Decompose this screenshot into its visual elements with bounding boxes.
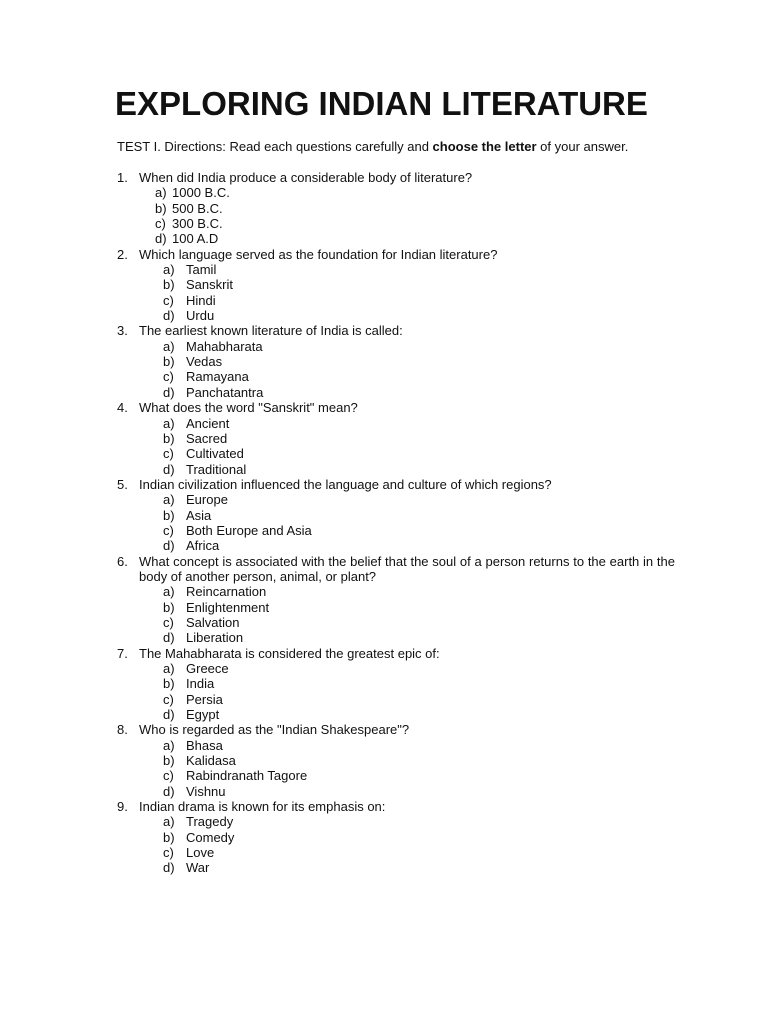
option-text: Asia <box>186 507 212 523</box>
option-letter: b) <box>155 200 167 216</box>
question-text: What does the word "Sanskrit" mean? <box>139 400 358 416</box>
answer-option <box>117 185 675 200</box>
option-letter: c) <box>163 691 174 707</box>
option-letter: d) <box>163 308 175 324</box>
option-text: 100 A.D <box>172 231 219 247</box>
option-letter: c) <box>163 614 174 630</box>
answer-option <box>117 630 675 645</box>
answer-options <box>117 416 675 477</box>
answer-option <box>117 707 675 722</box>
option-text: Panchatantra <box>186 384 264 400</box>
option-letter: d) <box>163 860 175 876</box>
option-text: Salvation <box>186 614 240 630</box>
answer-option <box>117 538 675 553</box>
answer-option <box>117 216 675 231</box>
option-letter: c) <box>163 768 174 784</box>
directions-text-end: of your answer. <box>536 139 629 154</box>
question-5 <box>117 477 675 554</box>
option-text: Kalidasa <box>186 753 236 769</box>
answer-option <box>117 416 675 431</box>
option-letter: a) <box>163 814 175 830</box>
option-letter: c) <box>163 369 174 385</box>
option-letter: b) <box>163 599 175 615</box>
option-letter: c) <box>163 292 174 308</box>
option-text: 300 B.C. <box>172 216 223 232</box>
option-letter: d) <box>163 707 175 723</box>
option-text: 1000 B.C. <box>172 185 230 201</box>
answer-option <box>117 814 675 829</box>
question-number: 7. <box>117 645 128 661</box>
option-text: India <box>186 676 215 692</box>
answer-option <box>117 676 675 691</box>
question-number: 3. <box>117 323 128 339</box>
question-text: Indian drama is known for its emphasis on: <box>139 799 386 815</box>
option-text: Vedas <box>186 354 223 370</box>
option-letter: d) <box>163 630 175 646</box>
option-letter: d) <box>155 231 167 247</box>
answer-option <box>117 369 675 384</box>
option-text: Rabindranath Tagore <box>186 768 308 784</box>
option-text: Urdu <box>186 308 215 324</box>
answer-options <box>117 492 675 553</box>
answer-option <box>117 860 675 875</box>
option-text: War <box>186 860 210 876</box>
question-text: The Mahabharata is considered the greatest epic of: <box>139 645 440 661</box>
option-text: 500 B.C. <box>172 200 223 216</box>
question-9 <box>117 799 675 876</box>
option-letter: a) <box>163 262 175 278</box>
option-letter: a) <box>163 584 175 600</box>
answer-options <box>117 814 675 875</box>
answer-options <box>117 185 675 246</box>
question-text: What concept is associated with the belief that the soul of a person returns to the earth in the body of another person, animal, or plant? <box>139 553 675 584</box>
option-letter: a) <box>163 492 175 508</box>
answer-option <box>117 615 675 630</box>
answer-option <box>117 231 675 246</box>
answer-option <box>117 600 675 615</box>
question-number: 8. <box>117 722 128 738</box>
answer-options <box>117 339 675 400</box>
option-text: Liberation <box>186 630 244 646</box>
option-text: Hindi <box>186 292 216 308</box>
answer-option <box>117 462 675 477</box>
option-letter: a) <box>163 661 175 676</box>
option-letter: a) <box>155 185 167 201</box>
question-2 <box>117 247 675 324</box>
directions-emphasis: choose the letter <box>432 139 537 154</box>
option-text: Love <box>186 845 215 861</box>
option-letter: c) <box>163 446 174 462</box>
answer-options <box>117 661 675 722</box>
answer-option <box>117 768 675 783</box>
option-letter: c) <box>155 216 166 232</box>
answer-option <box>117 262 675 277</box>
option-letter: b) <box>163 277 175 293</box>
answer-options <box>117 584 675 645</box>
option-text: Enlightenment <box>186 599 270 615</box>
answer-option <box>117 492 675 507</box>
option-text: Ramayana <box>186 369 249 385</box>
option-letter: b) <box>163 507 175 523</box>
option-text: Cultivated <box>186 446 244 462</box>
question-6 <box>117 554 675 646</box>
option-text: Ancient <box>186 415 230 431</box>
question-number: 9. <box>117 799 128 815</box>
option-text: Both Europe and Asia <box>186 522 312 538</box>
question-number: 5. <box>117 476 128 492</box>
option-letter: d) <box>163 783 175 799</box>
question-number: 2. <box>117 246 128 262</box>
option-text: Traditional <box>186 461 247 477</box>
option-letter: a) <box>163 338 175 354</box>
option-letter: c) <box>163 845 174 861</box>
question-8 <box>117 722 675 799</box>
option-text: Reincarnation <box>186 584 267 600</box>
option-letter: b) <box>163 354 175 370</box>
option-text: Persia <box>186 691 223 707</box>
directions-text: TEST I. Directions: Read each questions carefully and <box>117 139 433 154</box>
question-1 <box>117 170 675 247</box>
option-text: Tamil <box>186 262 217 278</box>
answer-option <box>117 354 675 369</box>
answer-option <box>117 201 675 216</box>
answer-option <box>117 308 675 323</box>
answer-option <box>117 431 675 446</box>
option-text: Tragedy <box>186 814 234 830</box>
option-text: Sacred <box>186 430 228 446</box>
question-7 <box>117 646 675 723</box>
question-text: Who is regarded as the "Indian Shakespeare"? <box>139 722 410 738</box>
option-text: Egypt <box>186 707 220 723</box>
answer-option <box>117 293 675 308</box>
question-text: Indian civilization influenced the language and culture of which regions? <box>139 476 552 492</box>
answer-option <box>117 692 675 707</box>
option-letter: c) <box>163 522 174 538</box>
answer-option <box>117 385 675 400</box>
question-text: When did India produce a considerable body of literature? <box>139 170 473 185</box>
option-text: Mahabharata <box>186 338 263 354</box>
answer-options <box>117 262 675 323</box>
question-number: 1. <box>117 170 128 185</box>
answer-options <box>117 738 675 799</box>
option-letter: b) <box>163 676 175 692</box>
question-list <box>117 170 675 876</box>
question-text: Which language served as the foundation for Indian literature? <box>139 246 498 262</box>
answer-option <box>117 446 675 461</box>
option-text: Comedy <box>186 829 235 845</box>
option-letter: b) <box>163 829 175 845</box>
answer-option <box>117 784 675 799</box>
answer-option <box>117 339 675 354</box>
document-title: EXPLORING INDIAN LITERATURE <box>115 85 648 122</box>
answer-option <box>117 523 675 538</box>
option-letter: a) <box>163 737 175 753</box>
option-letter: b) <box>163 753 175 769</box>
option-text: Africa <box>186 538 220 554</box>
option-text: Bhasa <box>186 737 223 753</box>
option-letter: d) <box>163 384 175 400</box>
option-text: Greece <box>186 661 229 676</box>
answer-option <box>117 277 675 292</box>
option-text: Vishnu <box>186 783 226 799</box>
answer-option <box>117 738 675 753</box>
option-letter: b) <box>163 430 175 446</box>
option-text: Europe <box>186 492 228 508</box>
question-4 <box>117 400 675 477</box>
answer-option <box>117 845 675 860</box>
answer-option <box>117 830 675 845</box>
answer-option <box>117 661 675 676</box>
question-number: 6. <box>117 553 128 569</box>
question-text: The earliest known literature of India is called: <box>139 323 403 339</box>
answer-option <box>117 508 675 523</box>
answer-option <box>117 753 675 768</box>
question-number: 4. <box>117 400 128 416</box>
test-directions <box>117 139 628 155</box>
option-letter: a) <box>163 415 175 431</box>
question-3 <box>117 323 675 400</box>
answer-option <box>117 584 675 599</box>
option-letter: d) <box>163 461 175 477</box>
option-text: Sanskrit <box>186 277 233 293</box>
option-letter: d) <box>163 538 175 554</box>
